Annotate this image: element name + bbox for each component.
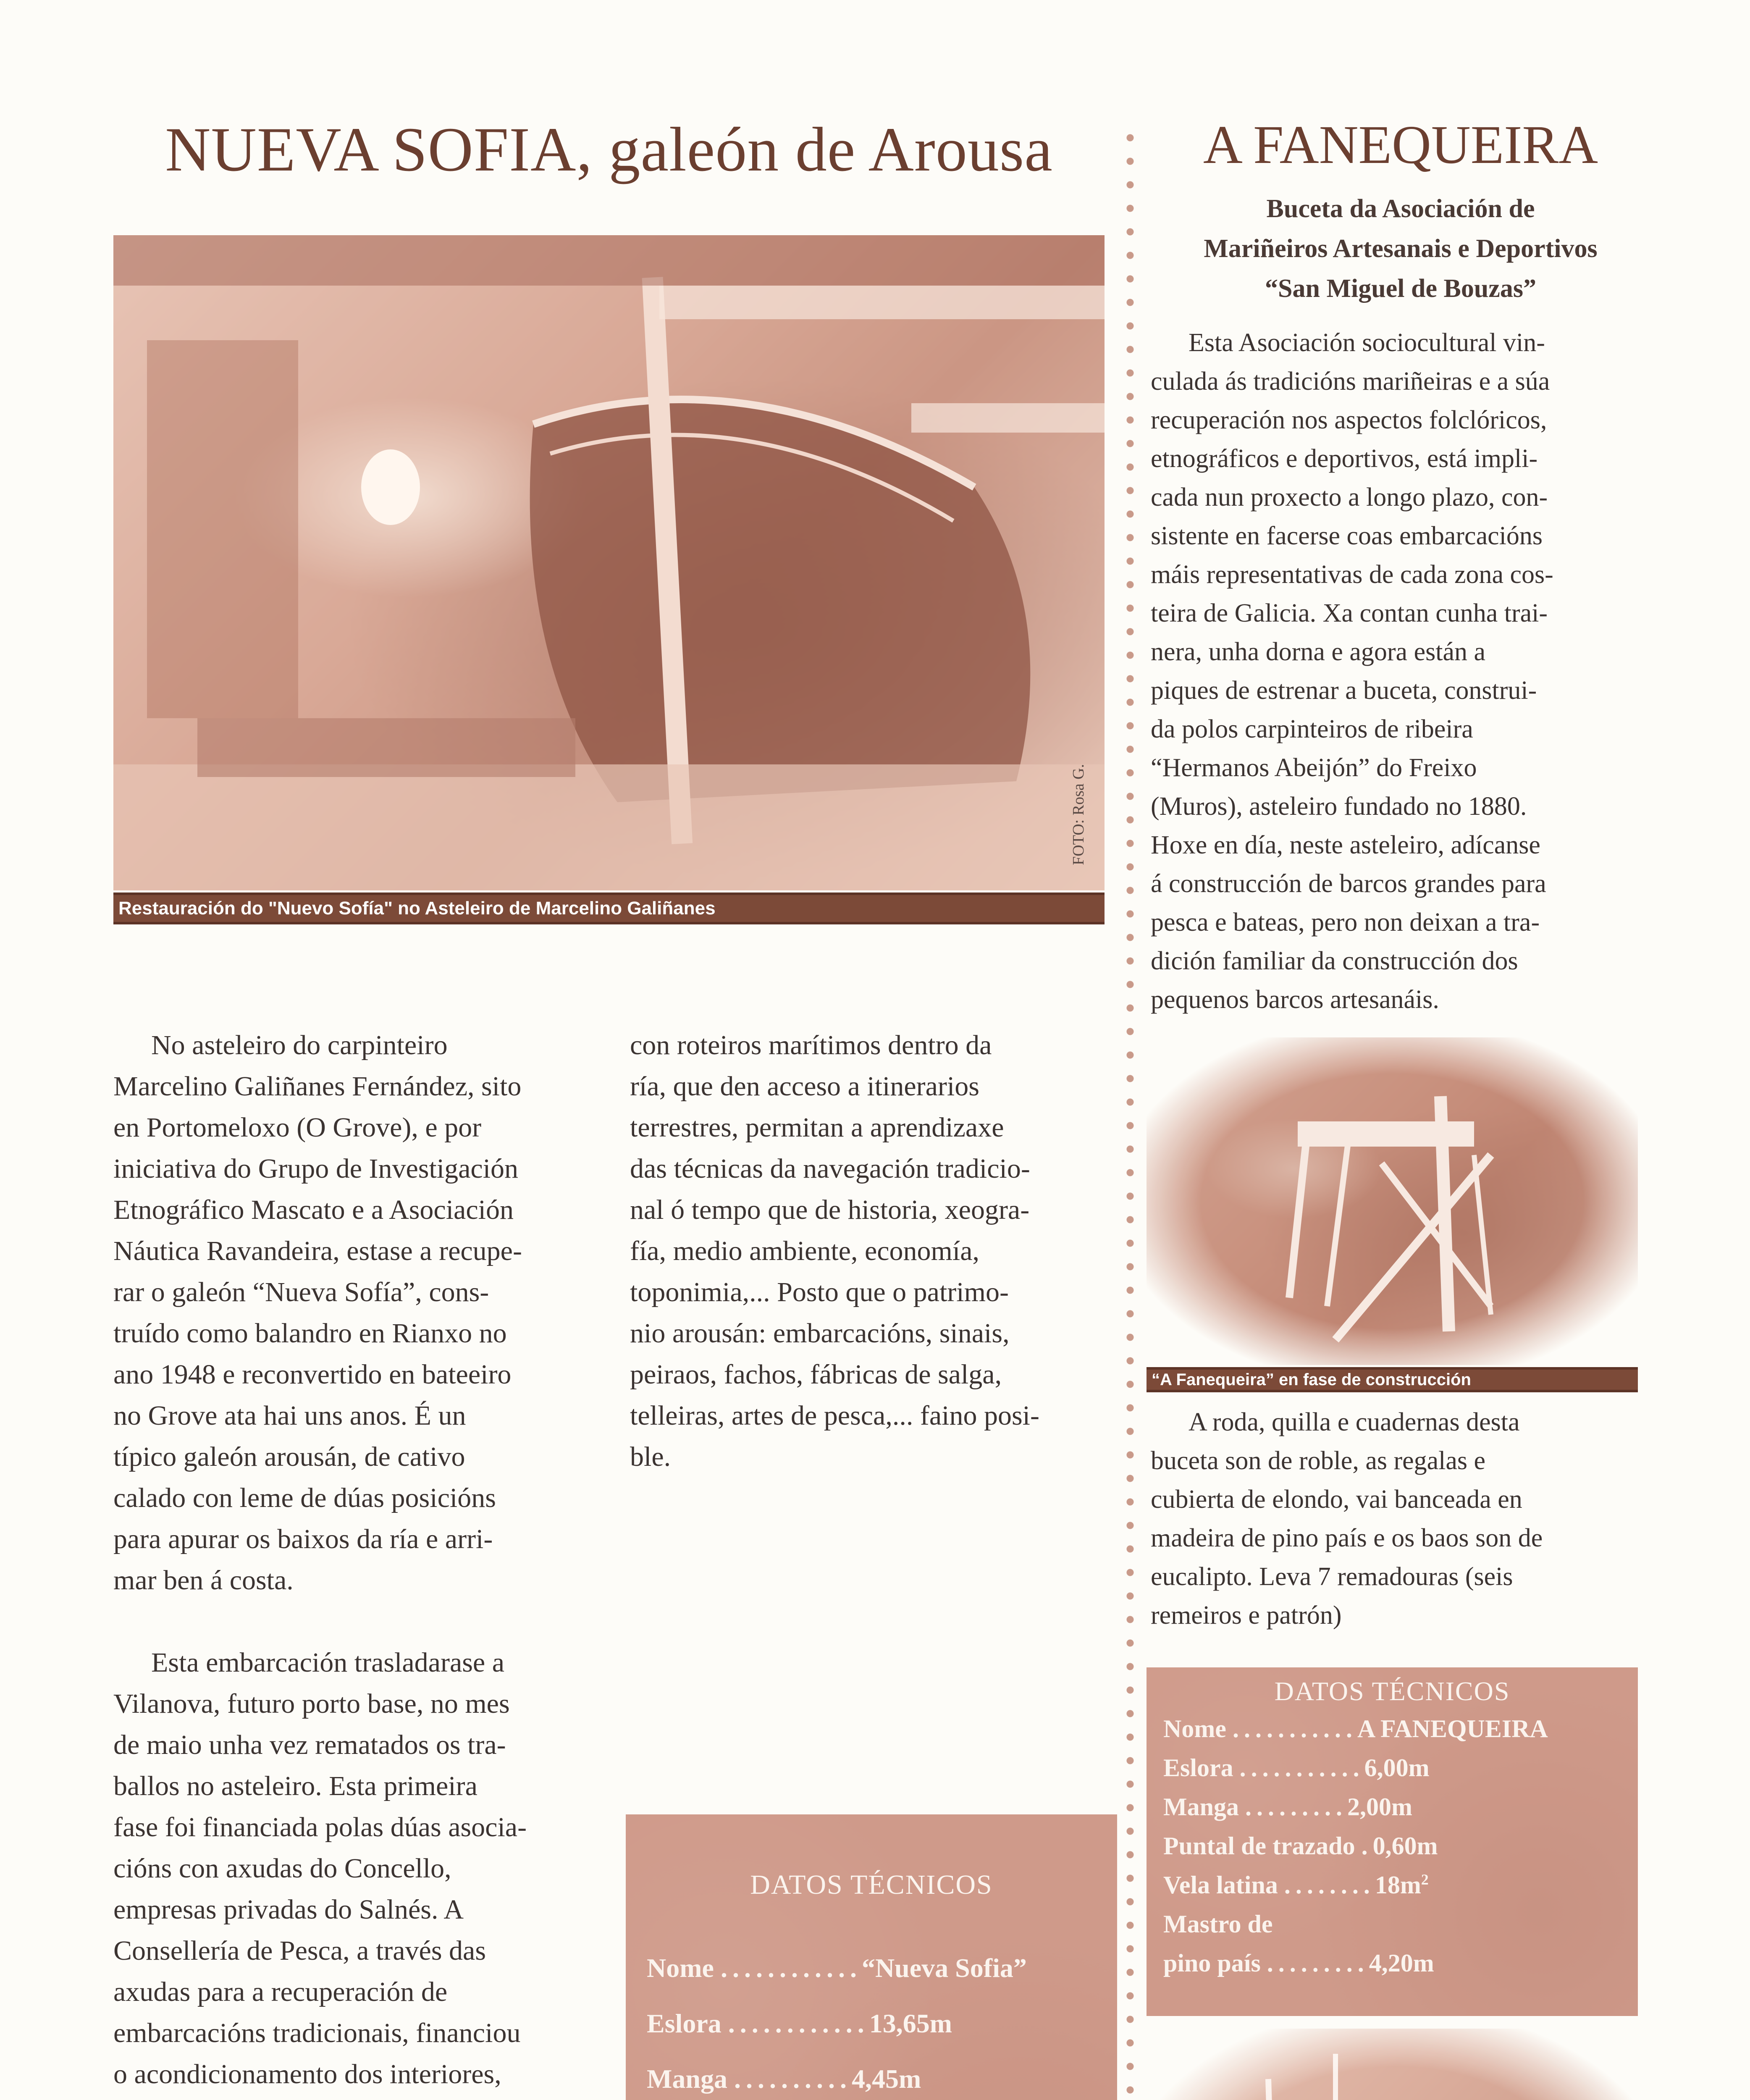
tech-data-row: [647, 1996, 1042, 2051]
text-line: cada nun proxecto a longo plazo, con-: [1151, 483, 1548, 512]
sidebar-subtitle: [1142, 189, 1659, 309]
leader-dots: .........: [1267, 1949, 1369, 1977]
text-line: cubierta de elondo, vai banceada en: [1151, 1485, 1522, 1514]
tech-data-row: [1163, 1748, 1548, 1788]
tech-data-row: [647, 1940, 1042, 1996]
tech-value: 4,45m: [852, 2064, 921, 2094]
text-line: telleiras, artes de pesca,... faino posi-: [630, 1400, 1039, 1431]
paragraph: [630, 1025, 1117, 1478]
tech-value: 13,65m: [869, 2008, 952, 2038]
tech-label: Mastro de: [1163, 1910, 1273, 1938]
tech-value: 6,00m: [1364, 1754, 1430, 1782]
leader-dots: ...........: [1232, 1715, 1357, 1743]
text-line: embarcacións tradicionais, financiou: [113, 2018, 521, 2048]
tech-value: A FANEQUEIRA: [1357, 1715, 1548, 1743]
tech-data-row: [1163, 1944, 1548, 1983]
text-line: con roteiros marítimos dentro da: [630, 1030, 992, 1060]
tech-value: 2,00m: [1347, 1793, 1412, 1821]
paragraph: [1151, 1403, 1659, 1635]
text-line: o acondicionamento dos interiores,: [113, 2059, 501, 2090]
paragraph: [113, 1642, 592, 2100]
tech-data-title: DATOS TÉCNICOS: [750, 1869, 993, 1900]
tech-data-row: [1163, 1827, 1548, 1866]
sidebar-paragraph-1: [1151, 323, 1659, 1019]
text-line: (Muros), asteleiro fundado no 1880.: [1151, 792, 1527, 821]
text-line: de maio unha vez rematados os tra-: [113, 1730, 506, 1760]
text-line: Esta embarcación trasladarase a: [151, 1647, 505, 1678]
leader-dots: ...........: [1239, 1754, 1364, 1782]
text-line: calado con leme de dúas posicións: [113, 1483, 496, 1513]
text-line: para apurar os baixos da ría e arri-: [113, 1524, 493, 1554]
fanequeira-photo-caption: “A Fanequeira” en fase de construcción: [1147, 1367, 1638, 1392]
text-line: [113, 2095, 592, 2100]
restoration-photo-caption: Restauración do "Nuevo Sofía" no Asteleiro de Marcelino Galiñanes: [113, 892, 1105, 924]
boat-frame-illustration: [1147, 1037, 1638, 1365]
tech-data-rows: [1163, 1709, 1548, 1983]
text-line: das técnicas da navegación tradicio-: [630, 1153, 1030, 1184]
text-line: Marcelino Galiñanes Fernández, sito: [113, 1071, 522, 1102]
article-column-2: [630, 1025, 1117, 1478]
tech-data-box-nueva-sofia: [626, 1814, 1117, 2100]
tech-data-row: [1163, 1905, 1548, 1944]
text-line: rar o galeón “Nueva Sofía”, cons-: [113, 1277, 489, 1307]
superscript: 2: [1421, 1871, 1429, 1888]
tech-label: Nome: [647, 1953, 721, 1983]
text-line: dición familiar da construcción dos: [1151, 947, 1518, 975]
boat-hull-frame-illustration: [1151, 2029, 1642, 2100]
tech-label: Manga: [647, 2064, 734, 2094]
tech-value: 0,60m: [1372, 1832, 1438, 1860]
text-line: á construcción de barcos grandes para: [1151, 869, 1546, 898]
sidebar-title: A FANEQUEIRA: [1203, 115, 1598, 175]
text-line: pequenos barcos artesanáis.: [1151, 985, 1439, 1014]
text-line: No asteleiro do carpinteiro: [151, 1030, 448, 1060]
leader-dots: ........: [1284, 1871, 1375, 1899]
tech-data-row: [1163, 1788, 1548, 1827]
text-line: ría, que den acceso a itinerarios: [630, 1071, 979, 1102]
restoration-photo: [113, 235, 1105, 890]
text-line: nal ó tempo que de historia, xeogra-: [630, 1194, 1030, 1225]
leader-dots: ............: [728, 2008, 869, 2038]
fanequeira-construction-photo: [1147, 1037, 1638, 1365]
text-line: típico galeón arousán, de cativo: [113, 1441, 465, 1472]
tech-value: “Nueva Sofia”: [861, 1953, 1027, 1983]
photo-credit: FOTO: Rosa G.: [1070, 764, 1087, 865]
text-line: buceta son de roble, as regalas e: [1151, 1446, 1486, 1475]
text-line: Etnográfico Mascato e a Asociación: [113, 1194, 514, 1225]
text-line: terrestres, permitan a aprendizaxe: [630, 1112, 1004, 1143]
text-line: fase foi financiada polas dúas asocia-: [113, 1812, 527, 1843]
text-line: máis representativas de cada zona cos-: [1151, 560, 1553, 589]
text-line: Náutica Ravandeira, estase a recupe-: [113, 1236, 522, 1266]
text-line: pesca e bateas, pero non deixan a tra-: [1151, 908, 1540, 937]
tech-label: Vela latina: [1163, 1871, 1284, 1899]
dotted-column-divider: [1126, 126, 1135, 2100]
article-title: NUEVA SOFIA, galeón de Arousa: [165, 115, 1053, 184]
text-line: Vilanova, futuro porto base, no mes: [113, 1688, 510, 1719]
tech-data-row: [647, 2051, 1042, 2100]
leader-dots: ............: [720, 1953, 862, 1983]
text-line: ano 1948 e reconvertido en bateeiro: [113, 1359, 512, 1390]
text-line: Hoxe en día, neste asteleiro, adícanse: [1151, 831, 1540, 859]
text-line: sistente en facerse coas embarcacións: [1151, 522, 1543, 550]
text-line: madeira de pino país e os baos son de: [1151, 1524, 1543, 1552]
text-line: axudas para a recuperación de: [113, 1977, 448, 2007]
text-line: nera, unha dorna e agora están a: [1151, 638, 1485, 666]
subtitle-line: Buceta da Asociación de: [1266, 194, 1535, 223]
text-line: peiraos, fachos, fábricas de salga,: [630, 1359, 1002, 1390]
text-line: eucalipto. Leva 7 remadouras (seis: [1151, 1562, 1513, 1591]
text-line: recuperación nos aspectos folclóricos,: [1151, 406, 1547, 434]
text-line: empresas privadas do Salnés. A: [113, 1894, 464, 1925]
text-line: teira de Galicia. Xa contan cunha trai-: [1151, 599, 1548, 627]
text-line: etnográficos e deportivos, está impli-: [1151, 444, 1538, 473]
leader-dots: .: [1361, 1832, 1373, 1860]
text-line: Esta Asociación sociocultural vin-: [1189, 328, 1545, 357]
boat-hull-illustration: [113, 235, 1105, 890]
tech-data-rows: [647, 1940, 1042, 2100]
text-line: da polos carpinteiros de ribeira: [1151, 715, 1473, 743]
text-line: cións con axudas do Concello,: [113, 1853, 451, 1884]
tech-value: 18m: [1375, 1871, 1421, 1899]
article-column-1: [113, 1025, 592, 2100]
tech-data-row: [1163, 1709, 1548, 1748]
text-line: ballos no asteleiro. Esta primeira: [113, 1771, 478, 1801]
text-line: A roda, quilla e cuadernas desta: [1189, 1408, 1520, 1436]
tech-data-row: [1163, 1866, 1548, 1905]
text-line: iniciativa do Grupo de Investigación: [113, 1153, 519, 1184]
text-line: no Grove ata hai uns anos. É un: [113, 1400, 466, 1431]
text-line: nio arousán: embarcacións, sinais,: [630, 1318, 1010, 1349]
tech-label: pino país: [1163, 1949, 1267, 1977]
leader-dots: ..........: [734, 2064, 852, 2094]
text-line: culada ás tradicións mariñeiras e a súa: [1151, 367, 1550, 396]
sidebar-paragraph-2: [1151, 1403, 1659, 1635]
text-line: toponimia,... Posto que o patrimo-: [630, 1277, 1009, 1307]
tech-label: Nome: [1163, 1715, 1233, 1743]
leader-dots: .........: [1245, 1793, 1347, 1821]
tech-data-box-fanequeira: [1147, 1667, 1638, 2016]
text-line: ble.: [630, 1441, 671, 1472]
tech-label: Eslora: [647, 2008, 728, 2038]
tech-label: Eslora: [1163, 1754, 1240, 1782]
text-line: en Portomeloxo (O Grove), e por: [113, 1112, 482, 1143]
text-line: truído como balandro en Rianxo no: [113, 1318, 507, 1349]
text-line: mar ben á costa.: [113, 1565, 294, 1596]
paragraph: [1151, 323, 1659, 1019]
paragraph: [113, 1025, 592, 1601]
text-line: Consellería de Pesca, a través das: [113, 1935, 486, 1966]
text-line: “Hermanos Abeijón” do Freixo: [1151, 753, 1477, 782]
tech-data-title: DATOS TÉCNICOS: [1274, 1676, 1510, 1706]
text-line: piques de estrenar a buceta, construi-: [1151, 676, 1537, 705]
text-line: fía, medio ambiente, economía,: [630, 1236, 980, 1266]
subtitle-line: “San Miguel de Bouzas”: [1265, 274, 1536, 303]
text-line: remeiros e patrón): [1151, 1601, 1342, 1630]
tech-value: 4,20m: [1369, 1949, 1434, 1977]
tech-label: Puntal de trazado: [1163, 1832, 1362, 1860]
subtitle-line: Mariñeiros Artesanais e Deportivos: [1204, 234, 1598, 263]
tech-label: Manga: [1163, 1793, 1245, 1821]
fanequeira-hull-photo: [1151, 2029, 1642, 2100]
